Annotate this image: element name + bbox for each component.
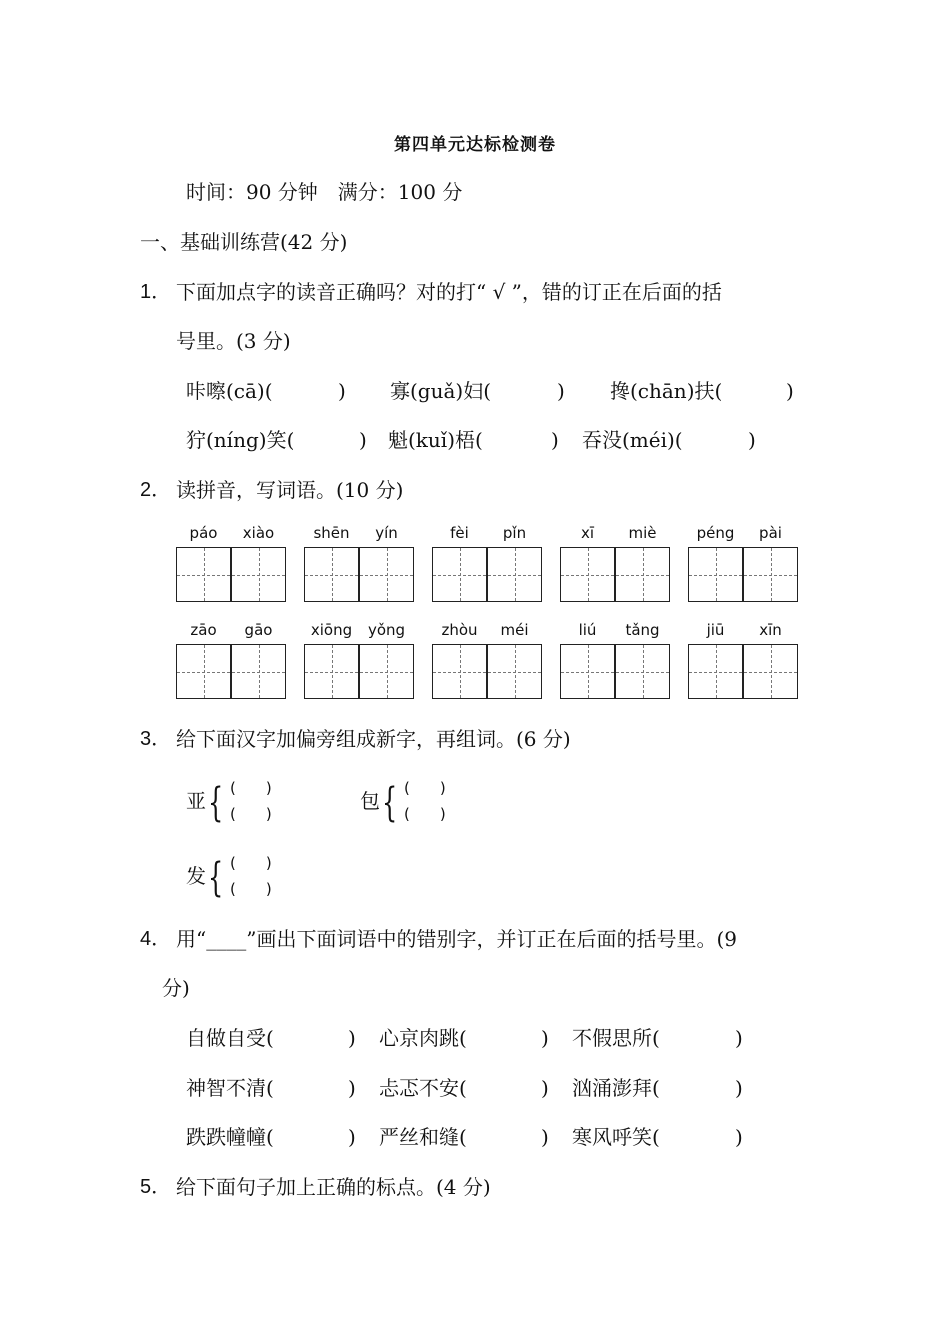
pinyin-label: tǎng: [625, 621, 660, 639]
q4-item: 忐忑不安(: [379, 1076, 467, 1100]
writing-box[interactable]: [615, 547, 670, 602]
q1-number: 1．: [140, 281, 172, 303]
q2-text: 读拼音，写词语。(10 分): [176, 478, 404, 502]
pinyin-word-group: [304, 524, 414, 604]
pinyin-label: gāo: [244, 621, 273, 639]
q1-close-paren: ): [748, 428, 756, 452]
pinyin-label: yǒng: [367, 621, 406, 639]
writing-box[interactable]: [231, 644, 286, 699]
writing-box[interactable]: [359, 547, 414, 602]
q4-text: 用“____”画出下面词语中的错别字，并订正在后面的括号里。(9: [176, 927, 737, 951]
brace-icon: {: [208, 780, 224, 826]
pinyin-label: páo: [189, 524, 218, 542]
q1-text-cont: 号里。(3 分): [176, 329, 291, 353]
q4-close-paren: ): [735, 1125, 743, 1149]
q1-close-paren: ): [786, 379, 794, 403]
q1-text: 下面加点字的读音正确吗？对的打“ √ ”，错的订正在后面的括: [176, 280, 722, 304]
pinyin-label: shēn: [313, 524, 350, 542]
pinyin-word-group: [688, 524, 798, 604]
pinyin-label: pài: [759, 524, 782, 542]
writing-box[interactable]: [487, 547, 542, 602]
q4-number: 4．: [140, 928, 172, 950]
pinyin-label: liú: [578, 621, 597, 639]
writing-box[interactable]: [231, 547, 286, 602]
writing-box[interactable]: [560, 547, 615, 602]
pinyin-word-group: [176, 621, 286, 701]
pinyin-label: xiōng: [310, 621, 353, 639]
pinyin-label: pǐn: [502, 524, 527, 542]
q1-item: 魁(kuǐ)梧(: [388, 428, 483, 452]
pinyin-word-group: [304, 621, 414, 701]
q3-answer-paren[interactable]: ( ): [230, 854, 272, 872]
writing-box[interactable]: [304, 644, 359, 699]
pinyin-label: péng: [696, 524, 735, 542]
q1-item: 吞没(méi)(: [582, 428, 683, 452]
writing-box[interactable]: [743, 644, 798, 699]
q4-item: 跌跌幢幢(: [186, 1125, 274, 1149]
pinyin-label: xīn: [759, 621, 782, 639]
q1-close-paren: ): [338, 379, 346, 403]
q4-close-paren: ): [348, 1076, 356, 1100]
writing-box[interactable]: [487, 644, 542, 699]
pinyin-word-group: [688, 621, 798, 701]
q1-close-paren: ): [551, 428, 559, 452]
writing-box[interactable]: [615, 644, 670, 699]
q4-item: 严丝和缝(: [379, 1125, 467, 1149]
pinyin-label: jiū: [706, 621, 725, 639]
pinyin-word-group: [432, 524, 542, 604]
q4-text-cont: 分): [162, 976, 190, 1000]
q1-close-paren: ): [557, 379, 565, 403]
q3-answer-paren[interactable]: ( ): [404, 779, 446, 797]
q3-char: 包: [360, 789, 380, 813]
q4-close-paren: ): [348, 1026, 356, 1050]
writing-box[interactable]: [688, 547, 743, 602]
q4-close-paren: ): [541, 1076, 549, 1100]
q4-close-paren: ): [348, 1125, 356, 1149]
brace-icon: {: [208, 855, 224, 901]
pinyin-word-group: [560, 524, 670, 604]
q4-item: 寒风呼笑(: [572, 1125, 660, 1149]
q4-item: 不假思所(: [572, 1026, 660, 1050]
q4-close-paren: ): [541, 1026, 549, 1050]
pinyin-label: yín: [375, 524, 398, 542]
q3-answer-paren[interactable]: ( ): [230, 880, 272, 898]
pinyin-word-group: [560, 621, 670, 701]
q1-item: 狞(níng)笑(: [186, 428, 295, 452]
q2-number: 2．: [140, 479, 172, 501]
writing-box[interactable]: [743, 547, 798, 602]
q5-number: 5．: [140, 1176, 172, 1198]
q4-item: 神智不清(: [186, 1076, 274, 1100]
q4-item: 自做自受(: [186, 1026, 274, 1050]
writing-box[interactable]: [359, 644, 414, 699]
writing-box[interactable]: [304, 547, 359, 602]
q4-close-paren: ): [735, 1026, 743, 1050]
page-title: 第四单元达标检测卷: [394, 135, 556, 155]
q1-item: 搀(chān)扶(: [610, 379, 723, 403]
writing-box[interactable]: [560, 644, 615, 699]
q4-close-paren: ): [735, 1076, 743, 1100]
q1-close-paren: ): [359, 428, 367, 452]
brace-icon: {: [382, 780, 398, 826]
writing-box[interactable]: [176, 547, 231, 602]
q3-char: 发: [186, 864, 206, 888]
writing-box[interactable]: [688, 644, 743, 699]
q1-item: 咔嚓(cā)(: [186, 379, 273, 403]
q3-text: 给下面汉字加偏旁组成新字，再组词。(6 分): [176, 727, 571, 751]
q3-answer-paren[interactable]: ( ): [230, 779, 272, 797]
writing-box[interactable]: [432, 547, 487, 602]
q3-char: 亚: [186, 789, 206, 813]
writing-box[interactable]: [432, 644, 487, 699]
pinyin-label: fèi: [450, 524, 469, 542]
q4-item: 心京肉跳(: [379, 1026, 467, 1050]
q4-close-paren: ): [541, 1125, 549, 1149]
pinyin-label: xī: [580, 524, 595, 542]
q4-item: 汹涌澎拜(: [572, 1076, 660, 1100]
q1-item: 寡(guǎ)妇(: [390, 379, 492, 403]
q3-answer-paren[interactable]: ( ): [230, 805, 272, 823]
section-heading: 一、基础训练营(42 分): [140, 230, 348, 254]
pinyin-label: xiào: [242, 524, 275, 542]
exam-meta: 时间：90 分钟 满分：100 分: [186, 180, 463, 204]
pinyin-word-group: [176, 524, 286, 604]
pinyin-label: zāo: [190, 621, 217, 639]
pinyin-label: miè: [628, 524, 657, 542]
pinyin-word-group: [432, 621, 542, 701]
q5-text: 给下面句子加上正确的标点。(4 分): [176, 1175, 491, 1199]
pinyin-label: zhòu: [441, 621, 478, 639]
writing-box[interactable]: [176, 644, 231, 699]
q3-number: 3．: [140, 728, 172, 750]
q3-answer-paren[interactable]: ( ): [404, 805, 446, 823]
pinyin-label: méi: [500, 621, 529, 639]
